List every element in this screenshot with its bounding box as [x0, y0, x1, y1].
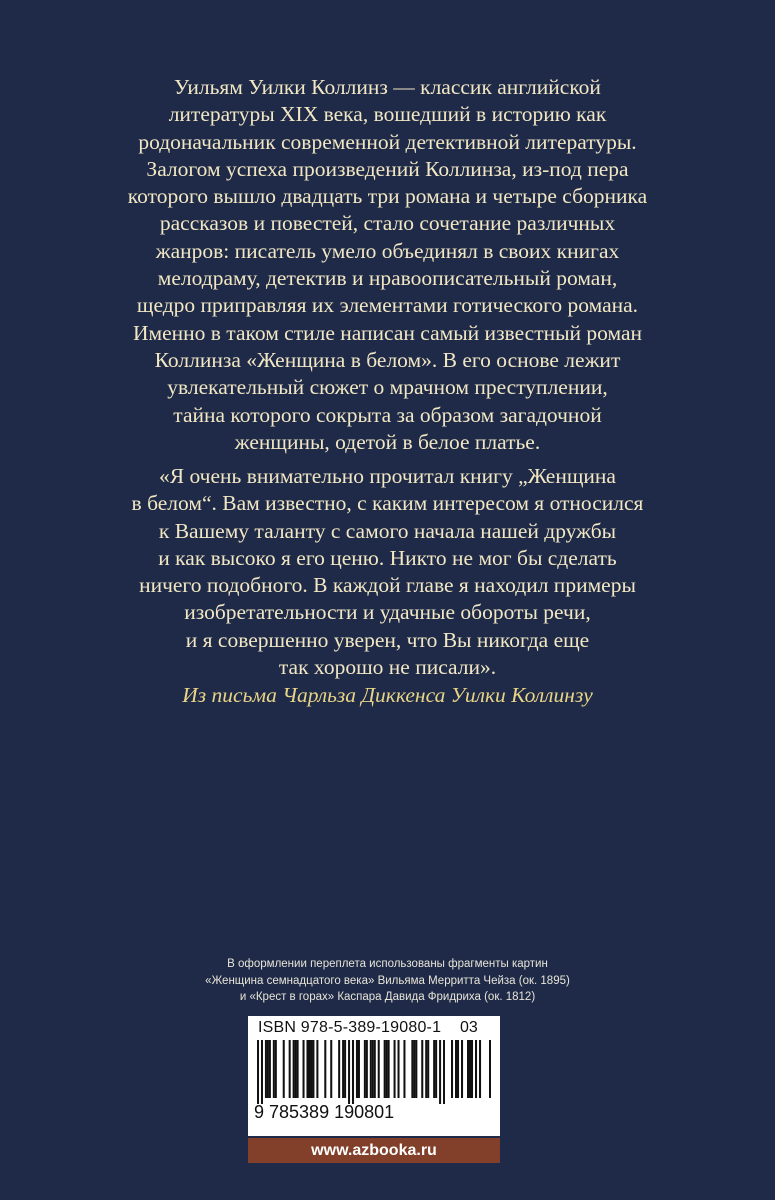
description-line: родоначальник современной детективной литературы. [138, 129, 637, 154]
barcode-bar [358, 1040, 360, 1098]
addon-bar [471, 1040, 473, 1098]
description-line: литературы XIX века, вошедший в историю как [168, 102, 607, 127]
barcode-bar [310, 1040, 312, 1098]
quote-line: и как высоко я его ценю. Никто не мог бы сделать [158, 545, 617, 570]
barcode-bar [269, 1040, 271, 1098]
barcode-bar [295, 1040, 297, 1098]
description-line: женщины, одетой в белое платье. [234, 429, 541, 454]
barcode-bar [324, 1040, 326, 1098]
description-line: Уильям Уилки Коллинз — классик английской [174, 75, 601, 99]
barcode-guard-bar [348, 1040, 350, 1104]
quote-line: к Вашему таланту с самого начала нашей дружбы [158, 518, 617, 543]
barcode-bar [384, 1040, 386, 1098]
barcode-bar [386, 1040, 388, 1098]
barcode-bar [425, 1040, 427, 1098]
quote-line: изобретательности и удачные обороты речи, [184, 600, 591, 625]
barcode-bar [435, 1040, 437, 1098]
barcode-bar [374, 1040, 376, 1098]
barcode-bar [342, 1040, 344, 1098]
barcode-bar [388, 1040, 390, 1098]
barcode-bar [378, 1040, 380, 1098]
barcode-bar [370, 1040, 372, 1098]
quote-line: «Я очень внимательно прочитал книгу „Женщина [159, 464, 616, 488]
barcode-bar [344, 1040, 346, 1098]
description-line: щедро приправляя их элементами готического романа. [136, 293, 639, 318]
quote-line: и я совершенно уверен, что Вы никогда еще [185, 627, 590, 652]
addon-bar [489, 1040, 491, 1098]
addon-bar [457, 1040, 459, 1098]
barcode-guard-bar [352, 1040, 354, 1104]
illustration-credits [100, 956, 675, 1006]
barcode-bar [411, 1040, 413, 1098]
barcode-bar [267, 1040, 269, 1098]
quote-line: ничего подобного. В каждой главе я находил примеры [139, 573, 636, 598]
ean-digits: 9 785389 190801 [254, 1102, 395, 1122]
addon-bar [451, 1040, 453, 1098]
isbn-number: ISBN 978-5-389-19080-1 [258, 1019, 442, 1036]
description-line: увлекательный сюжет о мрачном преступлении, [167, 375, 608, 400]
description-line: мелодраму, детектив и нравоописательный роман, [157, 266, 618, 291]
barcode-guard-bar [439, 1040, 441, 1104]
addon-bar [467, 1040, 469, 1098]
barcode-bar [306, 1040, 308, 1098]
barcode-bar [297, 1040, 299, 1098]
credits-line: «Женщина семнадцатого века» Вильяма Мерритта Чейза (ок. 1895) [205, 974, 570, 987]
barcode-bar [338, 1040, 340, 1098]
book-description [60, 74, 715, 456]
dickens-quote [60, 463, 715, 710]
barcode-bar [433, 1040, 435, 1098]
addon-bar [475, 1040, 477, 1098]
isbn-barcode-box [248, 1016, 500, 1136]
isbn-addon-code: 03 [460, 1019, 478, 1036]
description-line: Залогом успеха произведений Коллинза, из-под пера [146, 156, 629, 181]
addon-bar [479, 1040, 481, 1098]
barcode-guard-bar [257, 1040, 259, 1104]
description-line: рассказов и повестей, стало сочетание различных [159, 211, 616, 236]
description-line: жанров: писатель умело объединял в своих книгах [155, 238, 620, 263]
barcode-bar [356, 1040, 358, 1098]
barcode-bar [403, 1040, 405, 1098]
barcode-bar [275, 1040, 277, 1098]
addon-bar [461, 1040, 463, 1098]
barcode-guard-bar [443, 1040, 445, 1104]
barcode-bar [364, 1040, 366, 1098]
credits-line: и «Крест в горах» Каспара Давида Фридриха (ок. 1812) [239, 991, 536, 1003]
barcode-bar [427, 1040, 429, 1098]
ean-barcode [257, 1040, 445, 1104]
barcode-bar [303, 1040, 305, 1098]
quote-line: так хорошо не писали». [278, 655, 497, 680]
description-line: Коллинза «Женщина в белом». В его основе лежит [154, 347, 621, 372]
barcode-guard-bar [261, 1040, 263, 1104]
quote-attribution: Из письма Чарльза Диккенса Уилки Коллинзу [182, 683, 593, 708]
addon-bar [455, 1040, 457, 1098]
barcode-bar [366, 1040, 368, 1098]
barcode-bar [308, 1040, 310, 1098]
description-line: тайна которого сокрыта за образом загадочной [173, 402, 602, 427]
description-line: которого вышло двадцать три романа и четыре сборника [127, 184, 648, 209]
barcode-bar [273, 1040, 275, 1098]
addon-barcode [451, 1040, 491, 1098]
barcode-bar [265, 1040, 267, 1098]
barcode-bar [312, 1040, 314, 1098]
barcode-bar [398, 1040, 400, 1098]
quote-line: в белом“. Вам известно, с каким интересом я относился [131, 491, 644, 516]
barcode-bar [316, 1040, 318, 1098]
barcode-bar [413, 1040, 415, 1098]
barcode-bar [283, 1040, 285, 1098]
publisher-url[interactable]: www.azbooka.ru [248, 1138, 500, 1163]
barcode-bar [415, 1040, 417, 1098]
barcode-bar [330, 1040, 332, 1098]
barcode-bar [421, 1040, 423, 1098]
description-line: Именно в таком стиле написан самый известный роман [132, 320, 643, 345]
barcode-bar [293, 1040, 295, 1098]
credits-line: В оформлении переплета использованы фрагменты картин [227, 958, 548, 970]
barcode-bar [394, 1040, 396, 1098]
barcode-bar [372, 1040, 374, 1098]
barcode-bar [289, 1040, 291, 1098]
addon-bar [469, 1040, 471, 1098]
